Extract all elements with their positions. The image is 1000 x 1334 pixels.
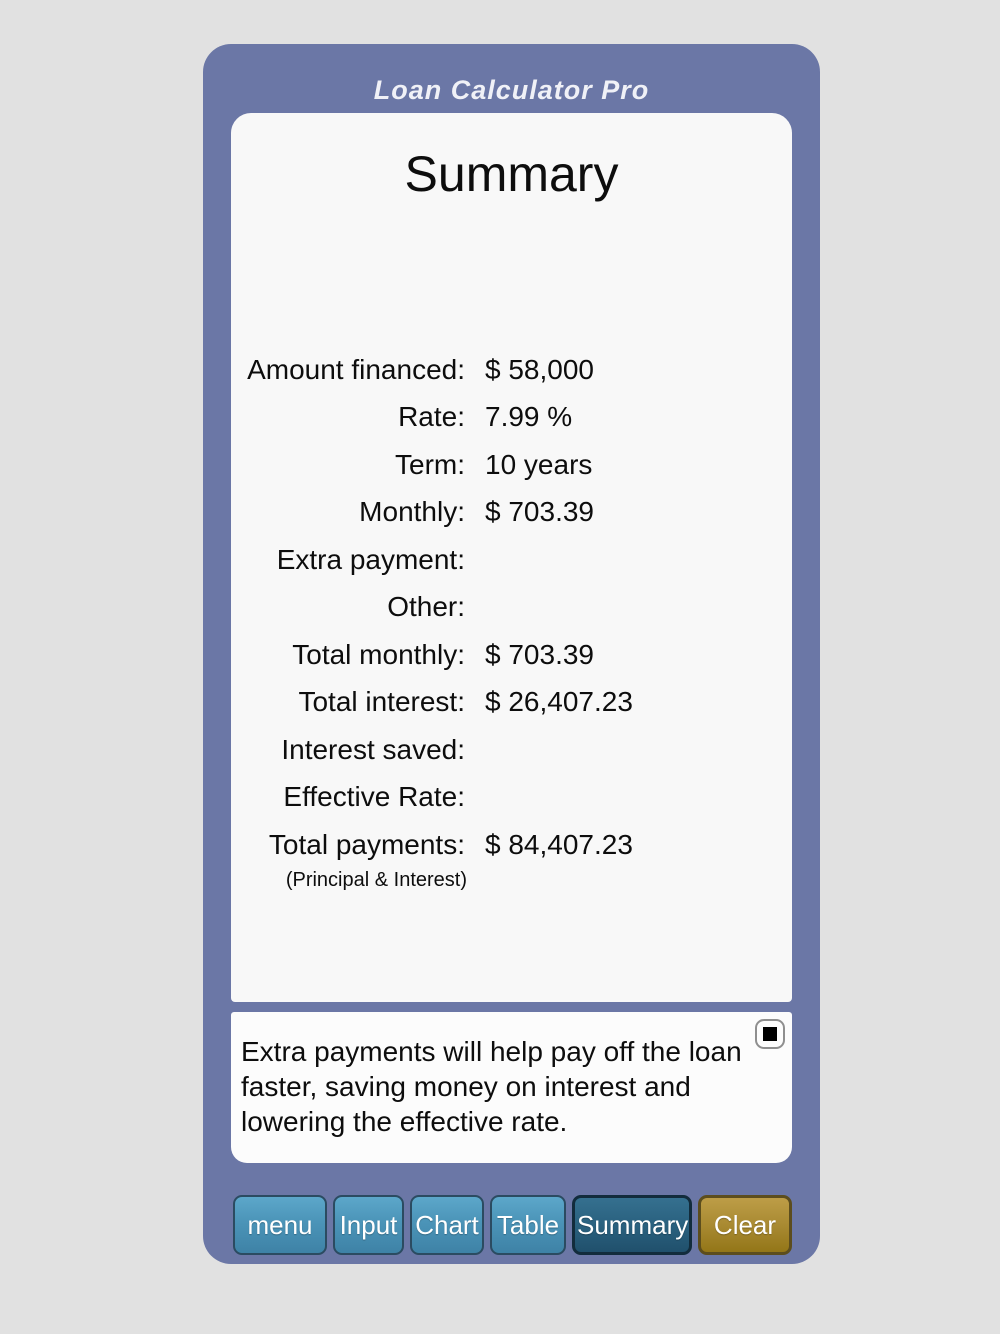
black-square-glyph bbox=[763, 1027, 777, 1041]
input-button[interactable]: Input bbox=[333, 1195, 404, 1255]
stop-square-icon[interactable] bbox=[755, 1019, 785, 1049]
row-label: Effective Rate: bbox=[283, 781, 465, 813]
row-label: Total interest: bbox=[298, 686, 465, 718]
summary-card bbox=[231, 113, 792, 1002]
row-label: Total payments: bbox=[268, 828, 465, 860]
row-label: Other: bbox=[387, 591, 465, 623]
row-interest-saved bbox=[243, 726, 784, 774]
row-label: Term: bbox=[395, 448, 465, 480]
row-label: Total monthly: bbox=[292, 638, 465, 670]
row-value: $ 84,407.23 bbox=[485, 828, 633, 860]
row-label: Interest saved: bbox=[281, 733, 465, 765]
row-value: $ 26,407.23 bbox=[485, 686, 633, 718]
row-value: $ 703.39 bbox=[485, 496, 594, 528]
principal-note-label: (Principal & Interest) bbox=[285, 868, 467, 891]
row-label: Monthly: bbox=[359, 496, 465, 528]
row-other bbox=[243, 584, 784, 632]
row-value: $ 703.39 bbox=[485, 638, 594, 670]
row-effective-rate bbox=[243, 774, 784, 822]
row-value: $ 58,000 bbox=[485, 353, 594, 385]
clear-button[interactable]: Clear bbox=[698, 1195, 792, 1255]
row-label: Rate: bbox=[398, 401, 465, 433]
chart-button[interactable]: Chart bbox=[410, 1195, 484, 1255]
row-total-payments bbox=[243, 821, 784, 869]
row-principal-note bbox=[243, 869, 784, 897]
app-window bbox=[203, 44, 820, 1264]
row-monthly bbox=[243, 489, 784, 537]
note-text: Extra payments will help pay off the loan faster, saving money on interest and lowering the effective rate. bbox=[241, 1036, 742, 1137]
row-amount-financed bbox=[243, 346, 784, 394]
row-value: 10 years bbox=[485, 448, 593, 480]
bottom-toolbar bbox=[233, 1195, 792, 1255]
summary-button[interactable]: Summary bbox=[572, 1195, 692, 1255]
row-rate bbox=[243, 394, 784, 442]
row-total-interest bbox=[243, 679, 784, 727]
row-value: 7.99 % bbox=[485, 401, 573, 433]
row-extra-payment bbox=[243, 536, 784, 584]
row-term bbox=[243, 441, 784, 489]
table-button[interactable]: Table bbox=[490, 1195, 566, 1255]
app-title: Loan Calculator Pro bbox=[373, 75, 650, 105]
menu-button[interactable]: menu bbox=[233, 1195, 327, 1255]
row-label: Extra payment: bbox=[276, 543, 465, 575]
info-note-card bbox=[231, 1012, 792, 1163]
row-label: Amount financed: bbox=[247, 353, 465, 385]
summary-rows bbox=[243, 346, 784, 897]
page-title: Summary bbox=[404, 146, 619, 202]
row-total-monthly bbox=[243, 631, 784, 679]
